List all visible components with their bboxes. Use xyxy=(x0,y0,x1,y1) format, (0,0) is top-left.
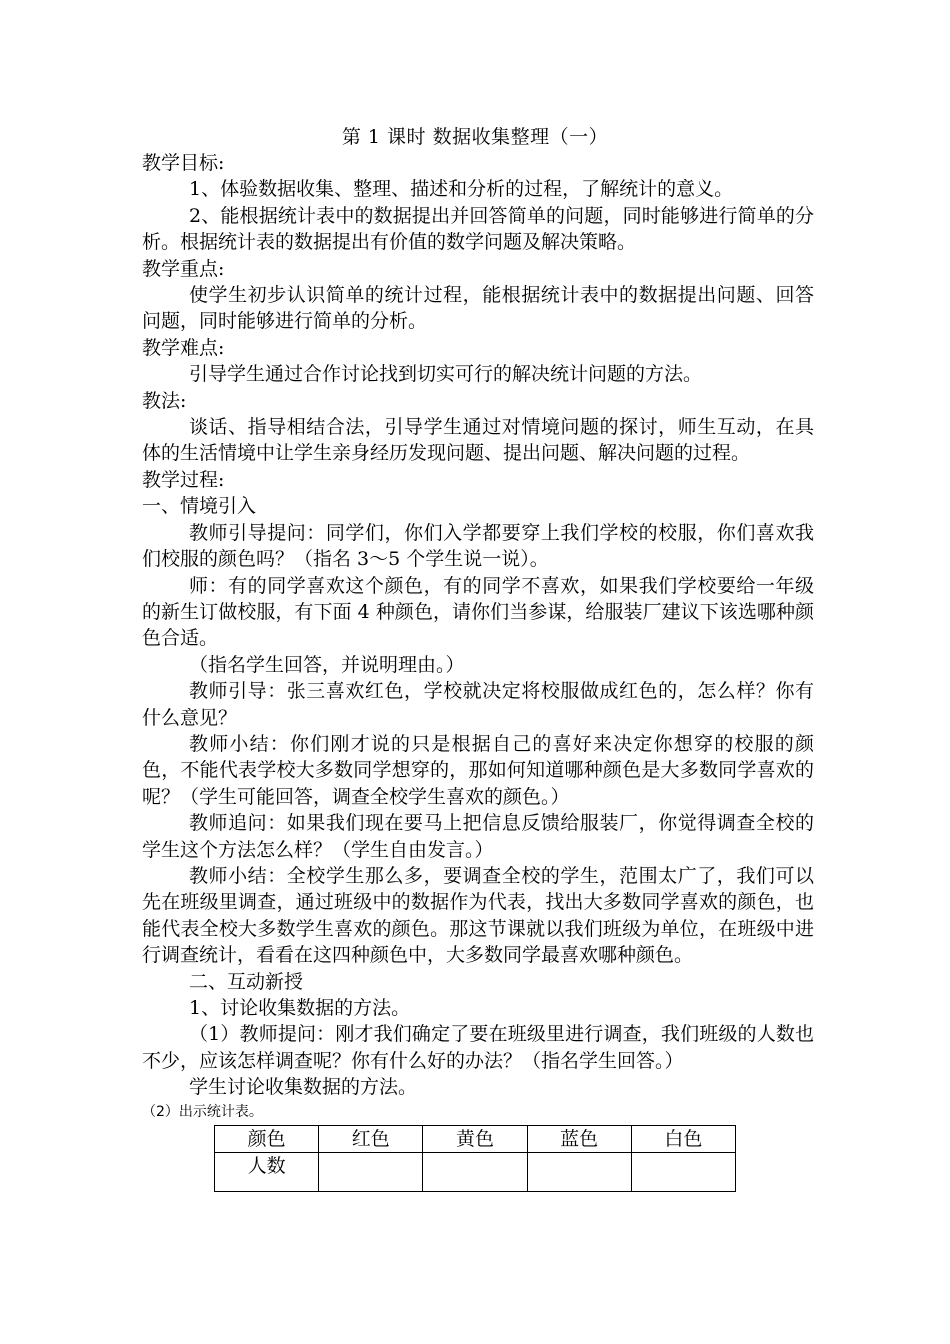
paragraph: 使学生初步认识简单的统计过程，能根据统计表中的数据提出问题、回答问题，同时能够进行简单的分析。 xyxy=(142,284,814,333)
paragraph: 2、能根据统计表中的数据提出并回答简单的问题，同时能够进行简单的分析。根据统计表的数据提出有价值的数学问题及解决策略。 xyxy=(142,204,814,254)
paragraph: 教师小结：全校学生那么多，要调查全校的学生，范围太广了，我们可以先在班级里调查，通过班级中的数据作为代表，找出大多数同学喜欢的颜色，也能代表全校大多数学生喜欢的颜色。那这节课就以我们班级为单位，在班级中进行调查统计，看看在这四种颜色中，大多数同学最喜欢哪种颜色。 xyxy=(142,864,814,967)
paragraph-list xyxy=(142,150,814,1101)
statistics-table xyxy=(214,1125,736,1192)
lesson-body xyxy=(142,150,814,1192)
paragraph: 教师引导提问：同学们，你们入学都要穿上我们学校的校服，你们喜欢我们校服的颜色吗？（指名 3～5 个学生说一说）。 xyxy=(142,521,814,571)
table-cell: 人数 xyxy=(215,1152,319,1191)
table-row xyxy=(215,1152,736,1191)
paragraph: 教学难点: xyxy=(142,336,225,359)
table-cell xyxy=(527,1152,631,1191)
paragraph: （指名学生回答，并说明理由。） xyxy=(189,653,465,676)
paragraph: 教学目标: xyxy=(142,152,225,174)
table-header-cell: 白色 xyxy=(631,1125,735,1152)
paragraph: 二、互动新授 xyxy=(189,970,304,993)
lesson-title: 第 1 课时 数据收集整理（一） xyxy=(341,126,609,148)
paragraph: 教学重点: xyxy=(142,257,225,280)
table-header-cell: 红色 xyxy=(319,1125,423,1152)
paragraph: 引导学生通过合作讨论找到切实可行的解决统计问题的方法。 xyxy=(189,363,703,386)
paragraph: 教师追问：如果我们现在要马上把信息反馈给服装厂，你觉得调查全校的学生这个方法怎么样？（学生自由发言。） xyxy=(142,812,814,861)
paragraph: （1）教师提问：刚才我们确定了要在班级里进行调查，我们班级的人数也不少，应该怎样调查呢？你有什么好的办法？（指名学生回答。） xyxy=(142,1023,814,1072)
paragraph: 教法: xyxy=(142,389,187,412)
table-header-row xyxy=(215,1125,736,1152)
paragraph: 谈话、指导相结合法，引导学生通过对情境问题的探讨，师生互动，在具体的生活情境中让学生亲身经历发现问题、提出问题、解决问题的过程。 xyxy=(142,416,814,465)
paragraph: 一、情境引入 xyxy=(142,495,257,518)
paragraph: 学生讨论收集数据的方法。 xyxy=(189,1076,418,1099)
paragraph: 1、讨论收集数据的方法。 xyxy=(189,997,411,1019)
table-cell xyxy=(319,1152,423,1191)
paragraph: 1、体验数据收集、整理、描述和分析的过程，了解统计的意义。 xyxy=(189,178,734,201)
paragraph: 师：有的同学喜欢这个颜色，有的同学不喜欢，如果我们学校要给一年级的新生订做校服，有下面 4 种颜色，请你们当参谋，给服装厂建议下该选哪种颜色合适。 xyxy=(142,574,814,650)
paragraph: 教师引导：张三喜欢红色，学校就决定将校服做成红色的，怎么样？你有什么意见？ xyxy=(142,680,814,729)
paragraph: 教学过程: xyxy=(142,468,225,491)
table-caption: （2）出示统计表。 xyxy=(142,1103,263,1120)
table-header-cell: 蓝色 xyxy=(527,1125,631,1152)
table-header-cell: 黄色 xyxy=(423,1125,527,1152)
table-cell xyxy=(631,1152,735,1191)
table-cell xyxy=(423,1152,527,1191)
paragraph: 教师小结：你们刚才说的只是根据自己的喜好来决定你想穿的校服的颜色，不能代表学校大多数同学想穿的，那如何知道哪种颜色是大多数同学喜欢的呢？（学生可能回答，调查全校学生喜欢的颜色。） xyxy=(142,732,814,808)
table-header-cell: 颜色 xyxy=(215,1125,319,1152)
